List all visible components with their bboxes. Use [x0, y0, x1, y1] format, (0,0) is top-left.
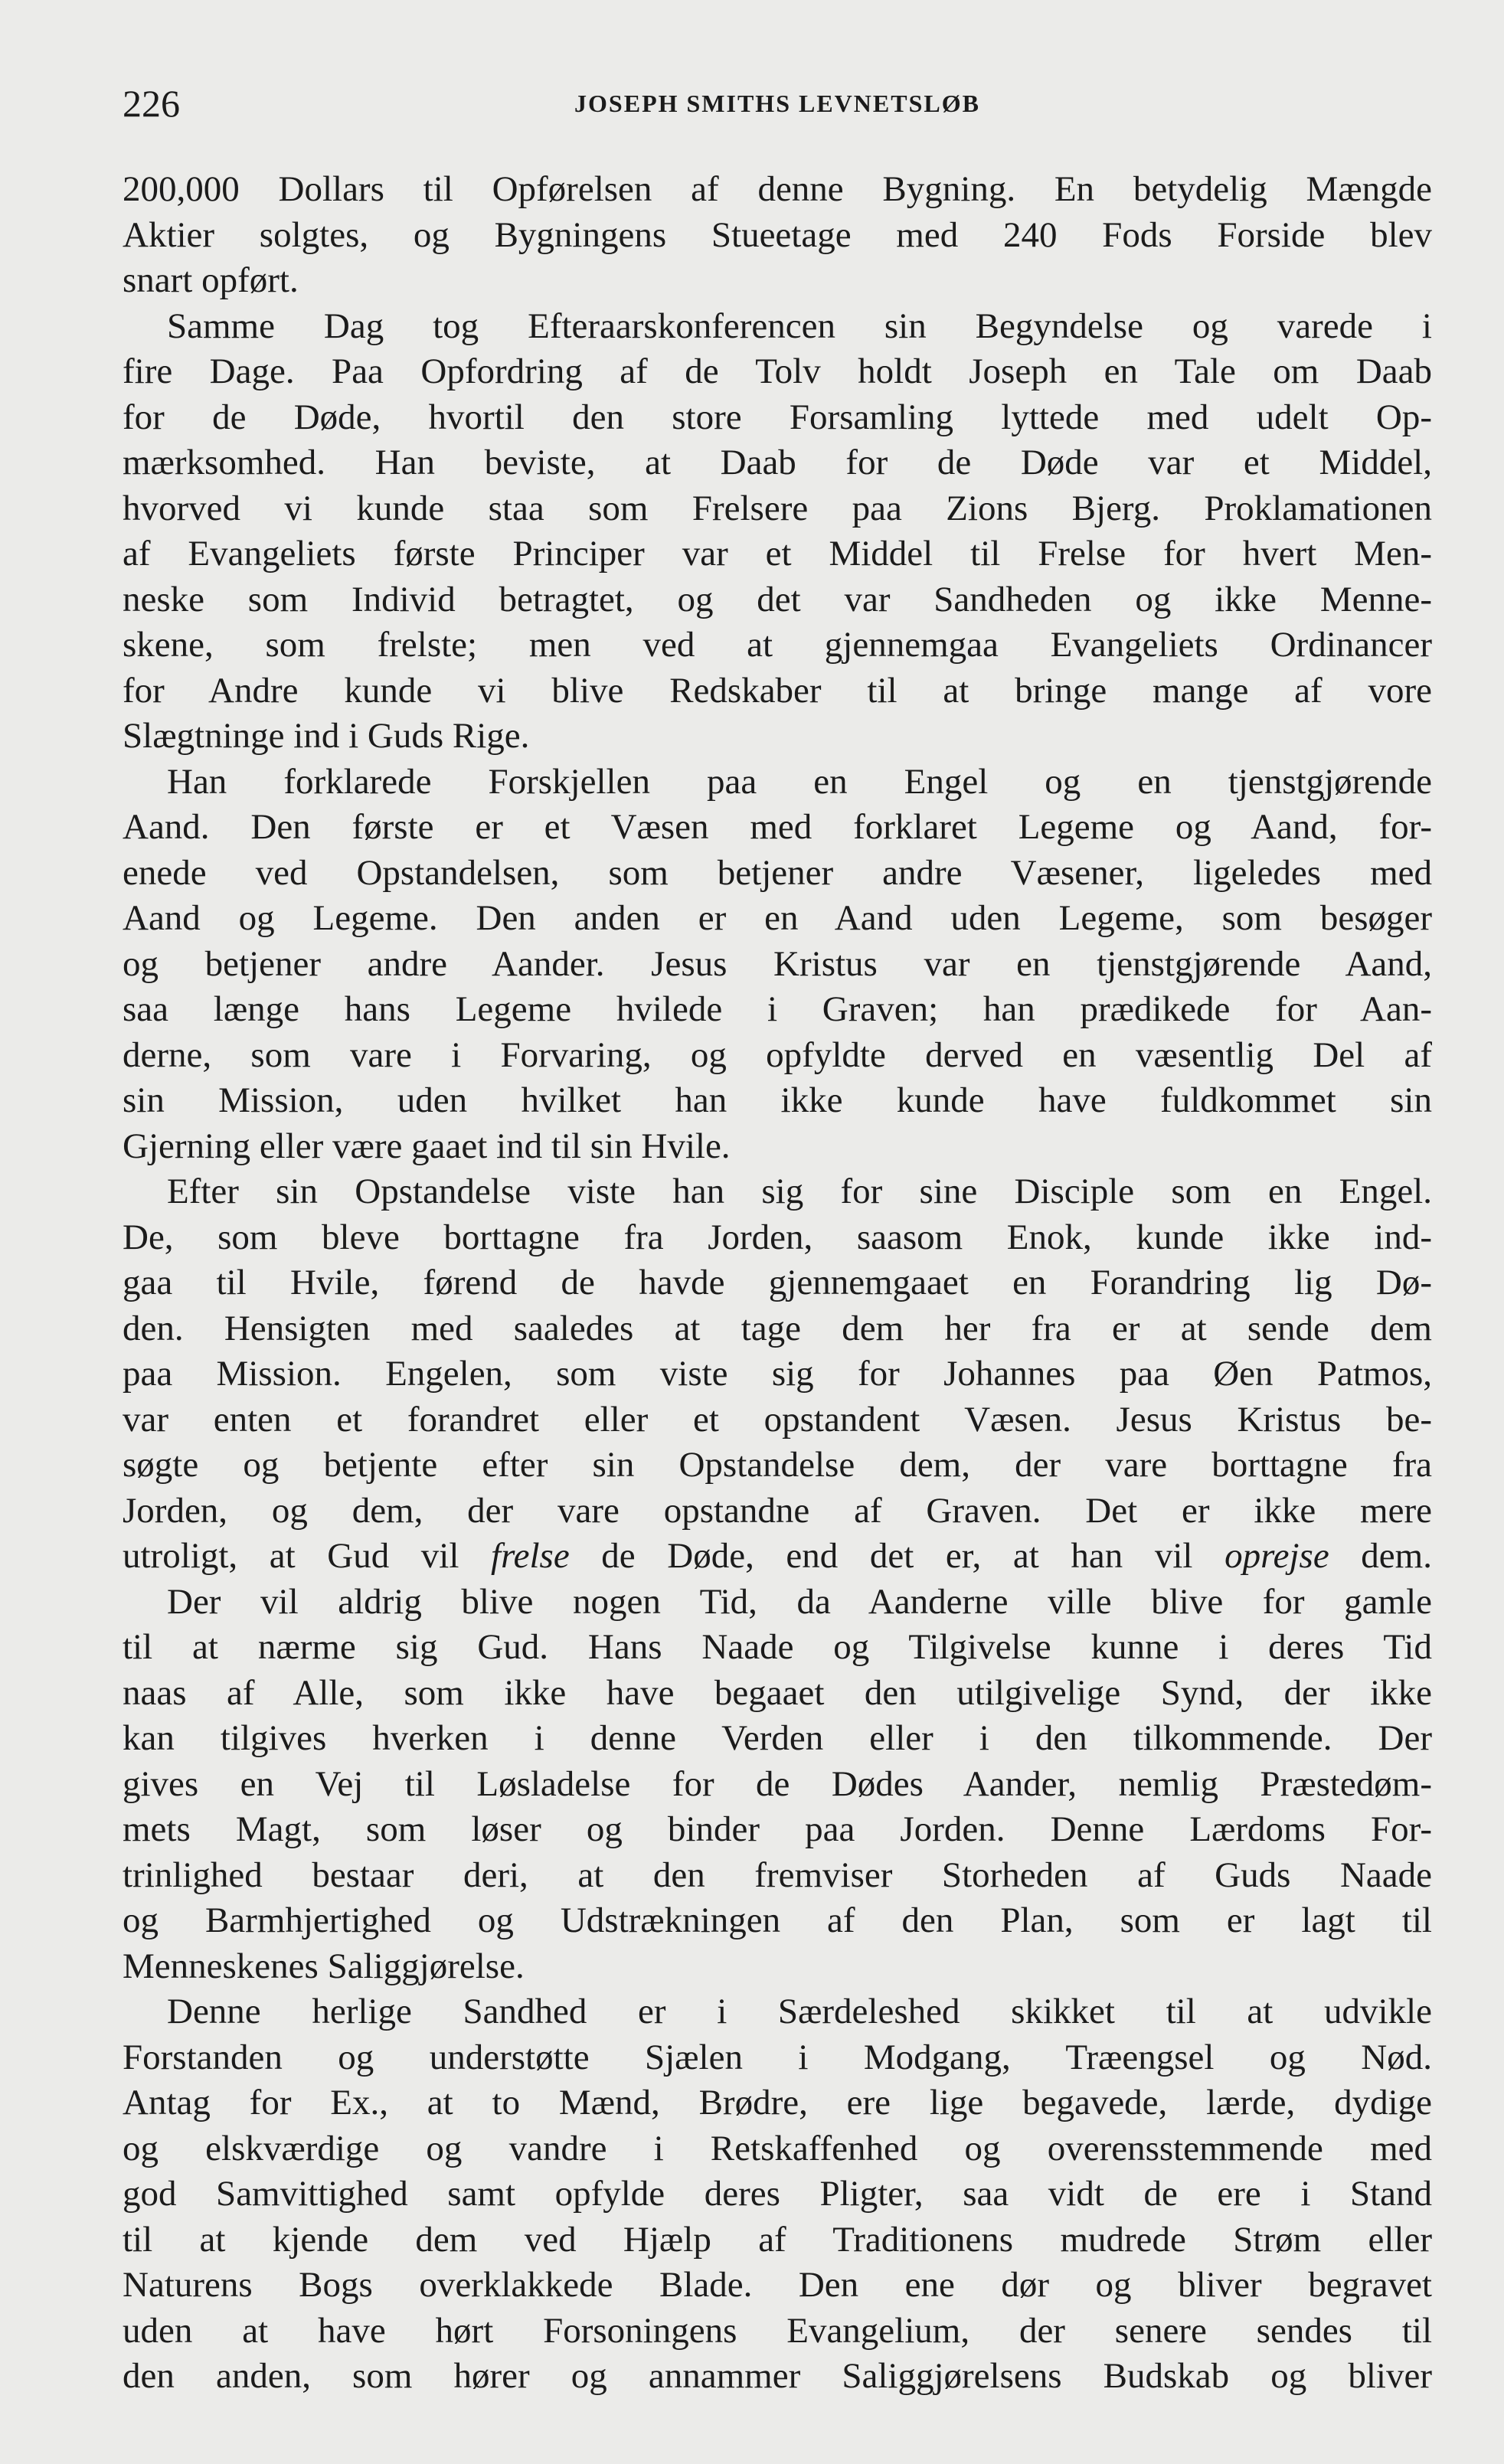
text-line: mets Magt, som løser og binder paa Jorden. Denne Lærdoms For-	[123, 1809, 1432, 1849]
text-line: kan tilgives hverken i denne Verden eller i den tilkommende. Der	[123, 1718, 1432, 1758]
text-line: og elskværdige og vandre i Retskaffenhed og overensstemmende med	[123, 2128, 1432, 2168]
line-segment: de Døde, end det er, at han vil	[569, 1536, 1225, 1576]
italic-word-oprejse: oprejse	[1224, 1536, 1329, 1576]
text-line: til at kjende dem ved Hjælp af Traditionens mudrede Strøm eller	[123, 2219, 1432, 2260]
text-line: De, som bleve borttagne fra Jorden, saasom Enok, kunde ikke ind-	[123, 1217, 1432, 1257]
text-line: enede ved Opstandelsen, som betjener andre Væsener, ligeledes med	[123, 852, 1432, 893]
text-line: derne, som vare i Forvaring, og opfyldte derved en væsentlig Del af	[123, 1034, 1432, 1075]
text-line: til at nærme sig Gud. Hans Naade og Tilgivelse kunne i deres Tid	[123, 1627, 1432, 1667]
text-line: Samme Dag tog Efteraarskonferencen sin Begyndelse og varede i	[167, 306, 1432, 346]
text-line: Aktier solgtes, og Bygningens Stueetage med 240 Fods Forside blev	[123, 214, 1432, 255]
text-line: god Samvittighed samt opfylde deres Pligter, saa vidt de ere i Stand	[123, 2174, 1432, 2214]
line-segment: dem.	[1329, 1536, 1432, 1576]
text-line: hvorved vi kunde staa som Frelsere paa Zions Bjerg. Proklamationen	[123, 488, 1432, 528]
text-line: Aand. Den første er et Væsen med forklaret Legeme og Aand, for-	[123, 807, 1432, 847]
text-line: Der vil aldrig blive nogen Tid, da Aanderne ville blive for gamle	[167, 1581, 1432, 1622]
text-line: neske som Individ betragtet, og det var Sandheden og ikke Menne-	[123, 579, 1432, 619]
text-line: søgte og betjente efter sin Opstandelse dem, der vare borttagne fra	[123, 1445, 1432, 1485]
text-line: paa Mission. Engelen, som viste sig for Johannes paa Øen Patmos,	[123, 1354, 1432, 1394]
text-line: Jorden, og dem, der vare opstandne af Graven. Det er ikke mere	[123, 1490, 1432, 1531]
line-segment: utroligt, at Gud vil	[123, 1536, 492, 1576]
text-line: og betjener andre Aander. Jesus Kristus var en tjenstgjørende Aand,	[123, 943, 1432, 984]
text-line: gaa til Hvile, førend de havde gjennemgaaet en Forandring lig Dø-	[123, 1263, 1432, 1302]
text-line: den anden, som hører og annammer Saliggjørelsens Budskab og bliver	[123, 2356, 1432, 2396]
text-line: saa længe hans Legeme hvilede i Graven; han prædikede for Aan-	[123, 989, 1432, 1029]
text-line: Denne herlige Sandhed er i Særdeleshed skikket til at udvikle	[167, 1992, 1432, 2031]
page-number: 226	[123, 82, 180, 125]
text-line: Antag for Ex., at to Mænd, Brødre, ere lige begavede, lærde, dydige	[123, 2083, 1432, 2123]
text-line: Han forklarede Forskjellen paa en Engel og en tjenstgjørende	[167, 761, 1432, 802]
text-line: naas af Alle, som ikke have begaaet den utilgivelige Synd, der ikke	[123, 1672, 1432, 1713]
italic-word-frelse: frelse	[491, 1536, 570, 1576]
text-line: 200,000 Dollars til Opførelsen af denne Bygning. En betydelig Mængde	[123, 169, 1432, 209]
text-line: Forstanden og understøtte Sjælen i Modgang, Træengsel og Nød.	[123, 2037, 1432, 2077]
page-header	[123, 77, 1432, 130]
text-line: skene, som frelste; men ved at gjennemgaa Evangeliets Ordinancer	[123, 625, 1432, 665]
text-line: fire Dage. Paa Opfordring af de Tolv holdt Joseph en Tale om Daab	[123, 351, 1432, 391]
text-line: var enten et forandret eller et opstandent Væsen. Jesus Kristus be-	[123, 1399, 1432, 1440]
text-line: Efter sin Opstandelse viste han sig for sine Disciple som en Engel.	[167, 1172, 1432, 1211]
text-line: gives en Vej til Løsladelse for de Dødes Aander, nemlig Præstedøm-	[123, 1763, 1432, 1804]
text-line: Gjerning eller være gaaet ind til sin Hvile.	[123, 1126, 731, 1166]
text-line: sin Mission, uden hvilket han ikke kunde have fuldkommet sin	[123, 1080, 1432, 1120]
text-line: og Barmhjertighed og Udstrækningen af den Plan, som er lagt til	[123, 1900, 1432, 1940]
text-line-with-italics	[123, 1534, 1432, 1580]
text-line: Aand og Legeme. Den anden er en Aand uden Legeme, som besøger	[123, 898, 1432, 938]
text-line: af Evangeliets første Principer var et Middel til Frelse for hvert Men-	[123, 534, 1432, 574]
text-line: snart opført.	[123, 260, 299, 300]
text-line: mærksomhed. Han beviste, at Daab for de Døde var et Middel,	[123, 443, 1432, 482]
running-title: JOSEPH SMITHS LEVNETSLØB	[574, 90, 980, 117]
text-line: uden at have hørt Forsoningens Evangelium, der senere sendes til	[123, 2310, 1432, 2351]
body-text	[123, 167, 1432, 2400]
text-line: Naturens Bogs overklakkede Blade. Den ene dør og bliver begravet	[123, 2265, 1432, 2305]
text-line: for de Døde, hvortil den store Forsamling lyttede med udelt Op-	[123, 397, 1432, 437]
text-line: den. Hensigten med saaledes at tage dem her fra er at sende dem	[123, 1308, 1432, 1348]
text-line: Slægtninge ind i Guds Rige.	[123, 716, 530, 756]
text-line: trinlighed bestaar deri, at den fremviser Storheden af Guds Naade	[123, 1855, 1432, 1895]
text-line: Menneskenes Saliggjørelse.	[123, 1946, 525, 1986]
text-line: for Andre kunde vi blive Redskaber til at bringe mange af vore	[123, 670, 1432, 711]
